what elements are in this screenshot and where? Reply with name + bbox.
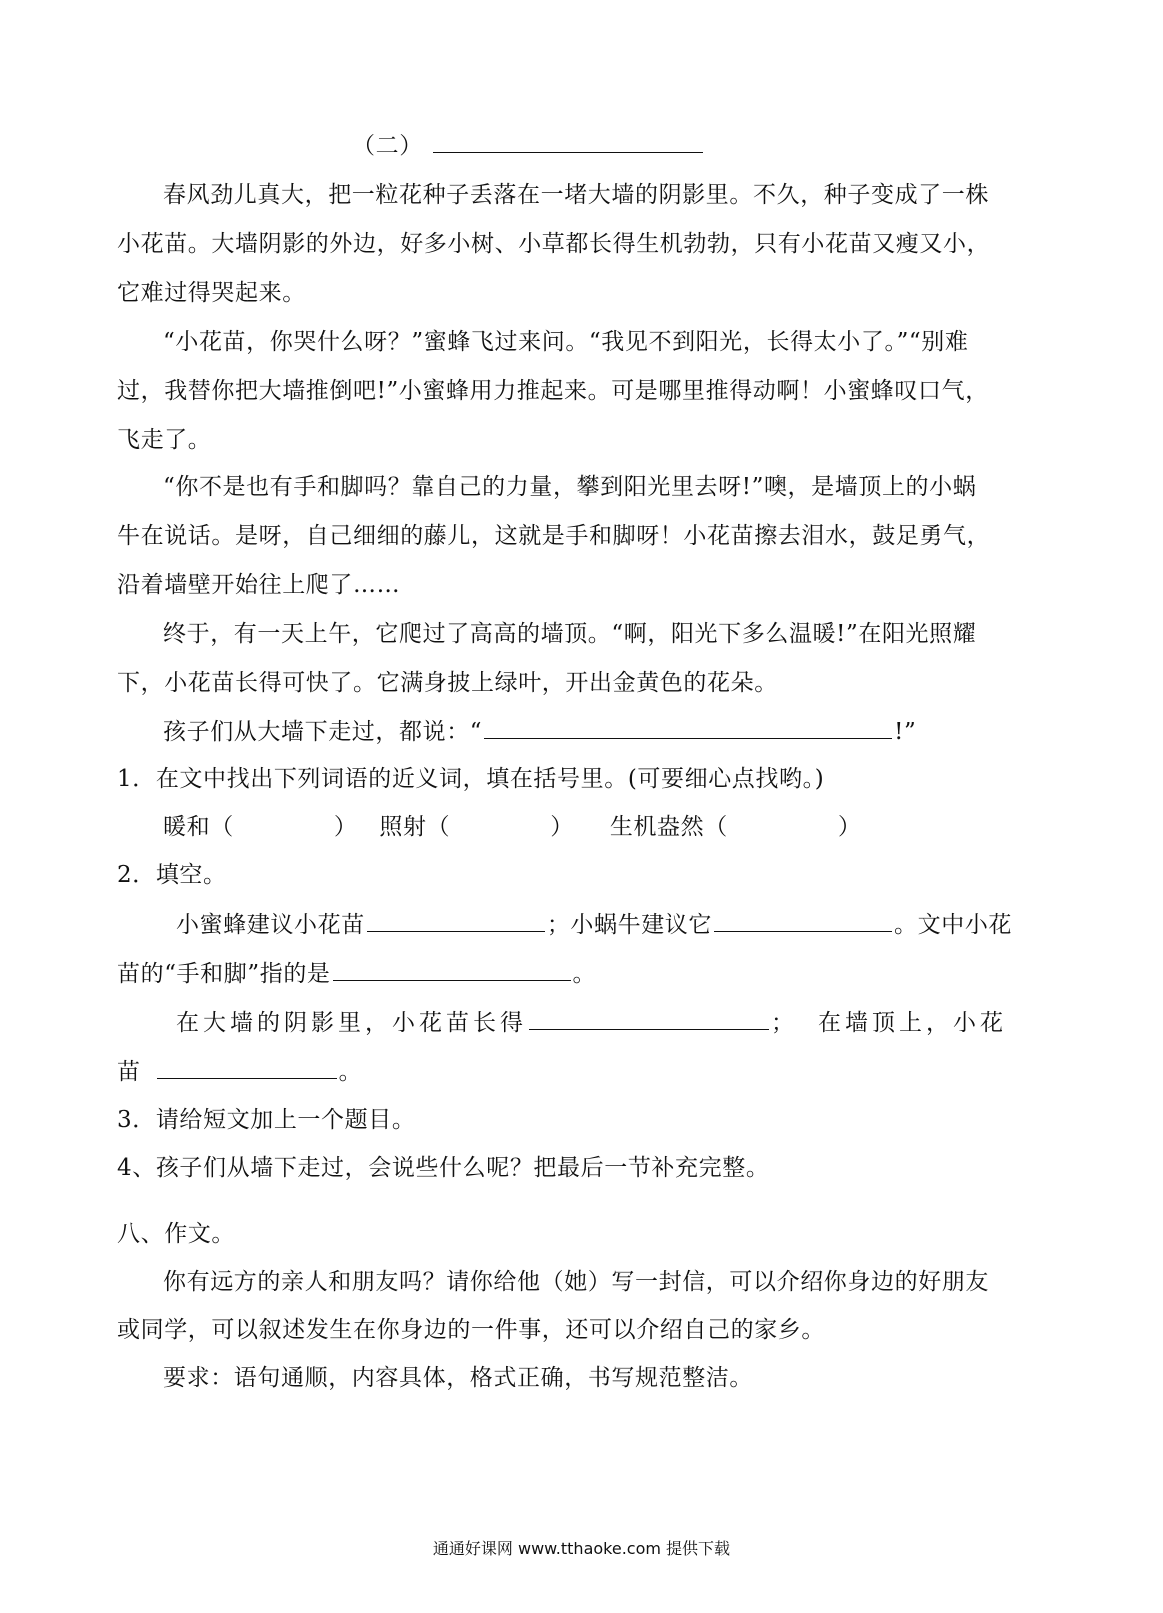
q2-line2-a: 苗的“手和脚”指的是 — [117, 961, 331, 987]
ending-blank[interactable] — [484, 716, 892, 739]
question-2-line2 — [117, 958, 596, 989]
q2-line1-c: 。文中小花 — [894, 912, 1013, 938]
question-2-line3 — [176, 1007, 1007, 1038]
passage-p4-line2: 下，小花苗长得可快了。它满身披上绿叶，开出金黄色的花朵。 — [117, 670, 778, 696]
q2-blank-snail[interactable] — [714, 909, 892, 932]
word-1-close: ） — [333, 814, 358, 840]
passage-p1-line2: 小花苗。大墙阴影的外边，好多小树、小草都长得生机勃勃，只有小花苗又瘦又小， — [117, 231, 991, 257]
q2-blank-hands-feet[interactable] — [333, 958, 571, 981]
question-4: 4、孩子们从墙下走过，会说些什么呢？把最后一节补充完整。 — [117, 1155, 770, 1181]
q2-blank-bee[interactable] — [367, 909, 545, 932]
passage-p3-line3: 沿着墙壁开始往上爬了…… — [117, 572, 401, 598]
composition-line3: 要求：语句通顺，内容具体，格式正确，书写规范整洁。 — [163, 1365, 753, 1391]
composition-line2: 或同学，可以叙述发生在你身边的一件事，还可以介绍自己的家乡。 — [117, 1317, 825, 1343]
title-blank[interactable] — [433, 130, 703, 153]
q2-line3-c: 在墙顶上，小花 — [818, 1010, 1007, 1036]
word-3-label: 生机盎然（ — [609, 814, 728, 840]
q2-line3-b: ； — [771, 1010, 798, 1036]
passage-p1-line3: 它难过得哭起来。 — [117, 280, 306, 306]
passage-p2-line1: “小花苗，你哭什么呀？”蜜蜂飞过来问。“我见不到阳光，长得太小了。”“别难 — [163, 329, 969, 355]
section-label: （二） — [352, 133, 423, 159]
question-2-line1 — [176, 909, 1012, 940]
passage-p5-prefix: 孩子们从大墙下走过，都说：“ — [163, 719, 483, 745]
q2-line4-a: 苗 — [117, 1059, 141, 1085]
word-3-close: ） — [837, 814, 862, 840]
page-footer: 通通好课网 www.tthaoke.com 提供下载 — [432, 1539, 731, 1558]
q2-line4-b: 。 — [338, 1059, 363, 1085]
section-title — [352, 130, 705, 161]
word-1-label: 暖和（ — [163, 814, 234, 840]
composition-heading: 八、作文。 — [117, 1221, 235, 1247]
q2-line2-b: 。 — [572, 961, 597, 987]
q2-blank-top[interactable] — [157, 1056, 337, 1079]
passage-p5-suffix: !” — [894, 719, 917, 745]
passage-p5 — [163, 716, 916, 747]
word-2-label: 照射（ — [379, 814, 451, 840]
composition-line1: 你有远方的亲人和朋友吗？请你给他（她）写一封信，可以介绍你身边的好朋友 — [163, 1269, 989, 1295]
q2-line3-a: 在大墙的阴影里，小花苗长得 — [176, 1010, 527, 1036]
q2-line1-b: ；小蜗牛建议它 — [546, 912, 713, 938]
q2-line1-a: 小蜜蜂建议小花苗 — [176, 912, 365, 938]
passage-p4-line1: 终于，有一天上午，它爬过了高高的墙顶。“啊，阳光下多么温暖!”在阳光照耀 — [163, 621, 977, 647]
passage-p2-line2: 过，我替你把大墙推倒吧!”小蜜蜂用力推起来。可是哪里推得动啊！小蜜蜂叹口气， — [117, 378, 989, 404]
question-2: 2．填空。 — [117, 862, 227, 888]
question-1-words — [163, 812, 861, 842]
passage-p2-line3: 飞走了。 — [117, 427, 212, 453]
q2-blank-shadow[interactable] — [529, 1007, 769, 1030]
word-2-close: ） — [550, 814, 574, 840]
passage-p3-line1: “你不是也有手和脚吗？靠自己的力量，攀到阳光里去呀!”噢，是墙顶上的小蜗 — [163, 474, 977, 500]
passage-p3-line2: 牛在说话。是呀，自己细细的藤儿，这就是手和脚呀！小花苗擦去泪水，鼓足勇气， — [117, 523, 991, 549]
question-2-line4 — [117, 1056, 362, 1087]
question-3: 3．请给短文加上一个题目。 — [117, 1107, 416, 1133]
passage-p1-line1: 春风劲儿真大，把一粒花种子丢落在一堵大墙的阴影里。不久，种子变成了一株 — [163, 182, 989, 208]
question-1: 1．在文中找出下列词语的近义词，填在括号里。(可要细心点找哟。) — [117, 766, 825, 792]
